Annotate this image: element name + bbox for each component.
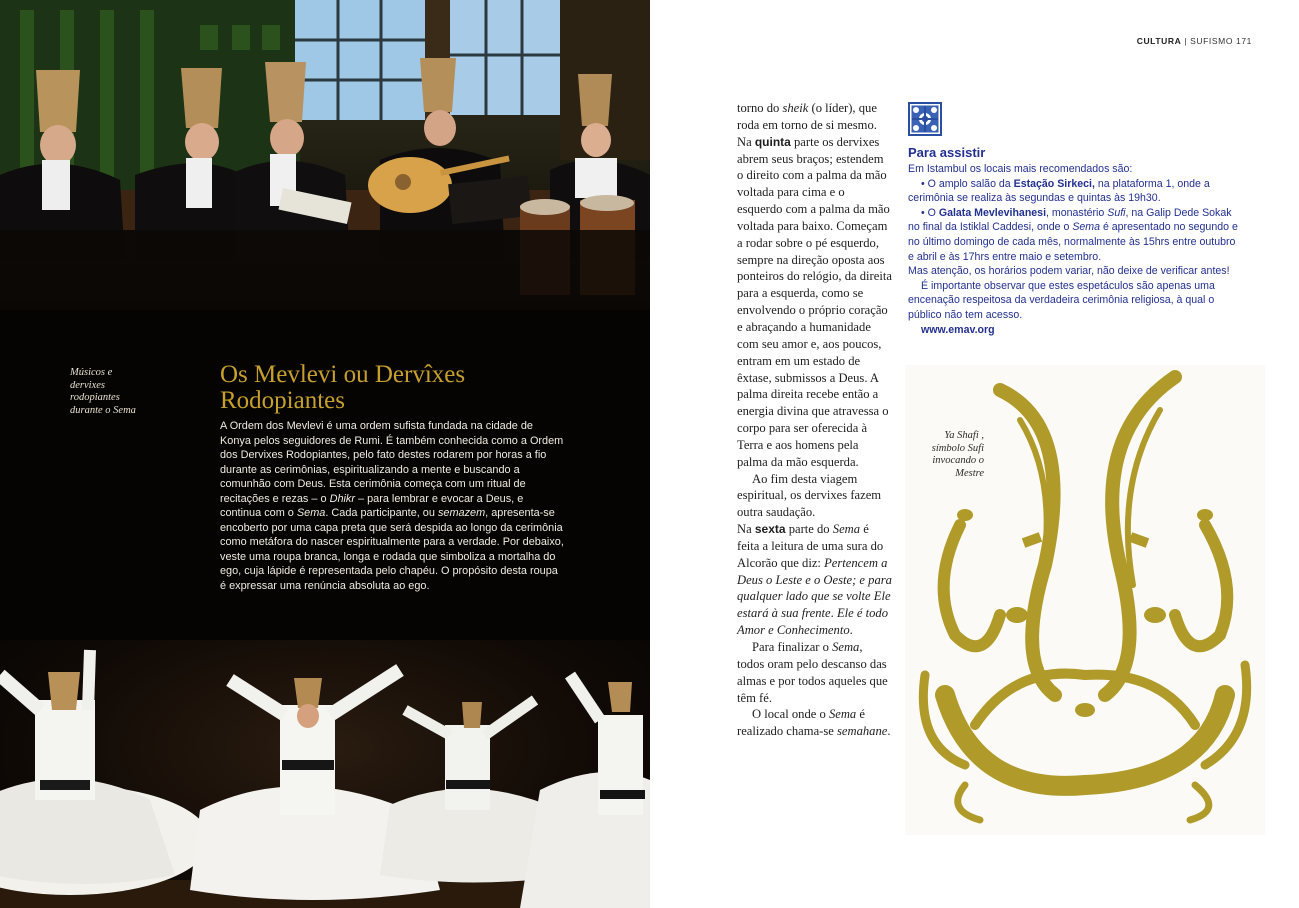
running-head-section: CULTURA — [1136, 36, 1182, 46]
venue-name: Galata Mevlevihanesi — [938, 206, 1047, 219]
intro-text: – para lembrar e evocar a Deus, e continua com o — [220, 492, 524, 520]
body-text: Na — [737, 134, 755, 149]
quran-quote: Ele é todo Amor e Conhecimento — [737, 606, 888, 638]
info-box-text: • O amplo salão da — [921, 177, 1014, 190]
calligraphy-caption-line: símbolo Sufi — [931, 442, 984, 454]
page-number: 171 — [1236, 36, 1252, 46]
article-title — [220, 362, 580, 414]
body-column — [737, 100, 892, 740]
body-term: semahane — [837, 724, 888, 739]
body-text: , todos oram pelo descanso das almas e por todos aqueles que têm fé. — [737, 640, 888, 705]
body-paragraph — [737, 706, 892, 740]
info-box-warning: Mas atenção, os horários podem variar, não deixe de verificar antes! — [908, 265, 1230, 278]
body-text: parte os dervixes abrem seus braços; estendem o direito com a palma da mão voltada para cima e o esquerdo com a palma da mão voltada para baixo. Começam a rodar sobre o pé esquerdo, sempre na direção oposta aos ponteiros do relógio, da direita para a esquerda, como se envolvendo o próprio coração e abraçando a humanidade com seu amor e, aos poucos, entram em um estado de êxtase, submissos a Deus. A palma direita recebe então a energia divina que atravessa o corpo para ser oferecida à Terra e aos homens pela palma da mão esquerda. — [737, 134, 892, 469]
body-emphasis: quinta — [754, 134, 791, 149]
body-text: O local onde o — [752, 707, 829, 722]
body-text: (o líder), que roda em torno de si mesmo. — [737, 101, 877, 132]
body-term: Sema — [828, 707, 857, 722]
body-paragraph — [737, 639, 892, 706]
body-term: sheik — [782, 101, 809, 115]
calligraphy-caption-line: Mestre — [955, 467, 984, 479]
intro-text: , apresenta-se encoberto por uma capa preta que será despida ao longo da cerimônia como metáfora do nascer espiritualmente para a verdade. Por debaixo, veste uma roupa branca, longa e rodada que simboliza a mortalha do ego, cuja lápide é representada pelo chapéu. O propósito desta roupa é expressar uma renúncia absoluta ao ego. — [220, 507, 564, 593]
body-text: Na — [737, 522, 755, 537]
body-text: torno do — [737, 101, 783, 115]
photo-caption-line: dervixes — [70, 379, 105, 391]
intro-term: semazem — [437, 507, 486, 520]
intro-term: Sema — [296, 507, 326, 520]
photo-caption-line: Músicos e — [70, 367, 113, 378]
running-head — [1137, 36, 1252, 46]
info-box-term: Sema — [1072, 221, 1100, 234]
intro-paragraph — [220, 419, 565, 594]
body-paragraph: Ao fim desta viagem espiritual, os dervixes fazem outra saudação. — [737, 471, 882, 520]
info-box-text: , monastério — [1046, 206, 1108, 219]
website-link[interactable]: www.emav.org — [921, 323, 995, 336]
calligraphy-caption-line: invocando o — [932, 455, 984, 466]
info-box-title: Para assistir — [908, 145, 986, 160]
photo-caption-line: rodopiantes — [70, 392, 120, 403]
body-text: é feita a leitura de uma sura do Alcorão que diz: — [737, 522, 884, 570]
calligraphy-caption — [910, 430, 984, 480]
body-text: é realizado chama-se — [737, 707, 865, 739]
info-box-item — [908, 206, 1238, 264]
intro-text: A Ordem dos Mevlevi é uma ordem sufista fundada na cidade de Konya pelos seguidores de Rumi. É também conhecida como a Ordem dos Dervixes Rodopiantes, pelo fato destes rodarem por horas a fio durante as cerimônias, espiritualizando a mente e buscando a comunhão com Deus. Esta cerimônia começa com um ritual de recitações e rezas – o — [220, 420, 564, 505]
body-paragraph — [737, 134, 892, 471]
body-text: . — [830, 606, 837, 621]
photo-caption — [70, 367, 150, 417]
running-head-separator: | — [1184, 36, 1188, 46]
ornamental-tile-icon — [908, 102, 942, 136]
venue-name: Estação Sirkeci, — [1013, 177, 1095, 190]
info-box-note: É importante observar que estes espetáculos são apenas uma encenação respeitosa da verdadeira cerimônia religiosa, à qual o público não tem acesso. — [908, 279, 1215, 321]
info-box-item — [908, 177, 1238, 206]
body-term: Sema — [832, 640, 860, 654]
photo-caption-line: durante o Sema — [70, 404, 136, 416]
running-head-topic: SUFISMO — [1190, 36, 1234, 46]
article-title-line1: Os Mevlevi ou Dervîxes — [220, 361, 466, 388]
info-box-url-line — [908, 323, 1238, 338]
whirling-dervishes-illustration — [0, 640, 650, 908]
body-text: . — [849, 623, 853, 638]
body-paragraph — [737, 521, 892, 639]
calligraphy-caption-line: Ya Shafi , — [944, 430, 984, 441]
info-box-term: Sufi — [1107, 206, 1126, 219]
info-box-text: na plataforma 1, onde a cerimônia se realiza às segundas e quintas às 19h30. — [908, 177, 1210, 205]
body-paragraph — [737, 100, 892, 134]
quran-quote: Pertencem a Deus o Leste e o Oeste; e para qualquer lado que se volte Ele estará à sua frente — [737, 555, 892, 621]
article-title-line2: Rodopiantes — [220, 387, 345, 414]
body-term: Sema — [832, 522, 861, 537]
info-box-text: , na Galip Dede Sokak no final da Istiklal Caddesi, onde o — [908, 206, 1232, 234]
whirling-dervishes-photo — [0, 640, 650, 908]
intro-term: Dhikr — [329, 492, 355, 505]
musicians-photo-illustration — [0, 0, 650, 310]
musicians-photo — [0, 0, 650, 310]
body-text: Para finalizar o — [752, 640, 833, 654]
info-box-text: • O — [921, 206, 939, 219]
info-box — [908, 145, 1238, 337]
info-box-intro: Em Istambul os locais mais recomendados são: — [908, 163, 1133, 175]
body-text: . — [887, 724, 891, 739]
intro-text: . Cada participante, ou — [325, 507, 438, 520]
body-emphasis: sexta — [754, 522, 786, 537]
info-box-text: é apresentado no segundo e no último domingo de cada mês, normalmente às 15hrs entre outubro e abril e às 17hrs entre maio e setembro. — [908, 221, 1238, 263]
body-text: parte do — [785, 522, 833, 537]
